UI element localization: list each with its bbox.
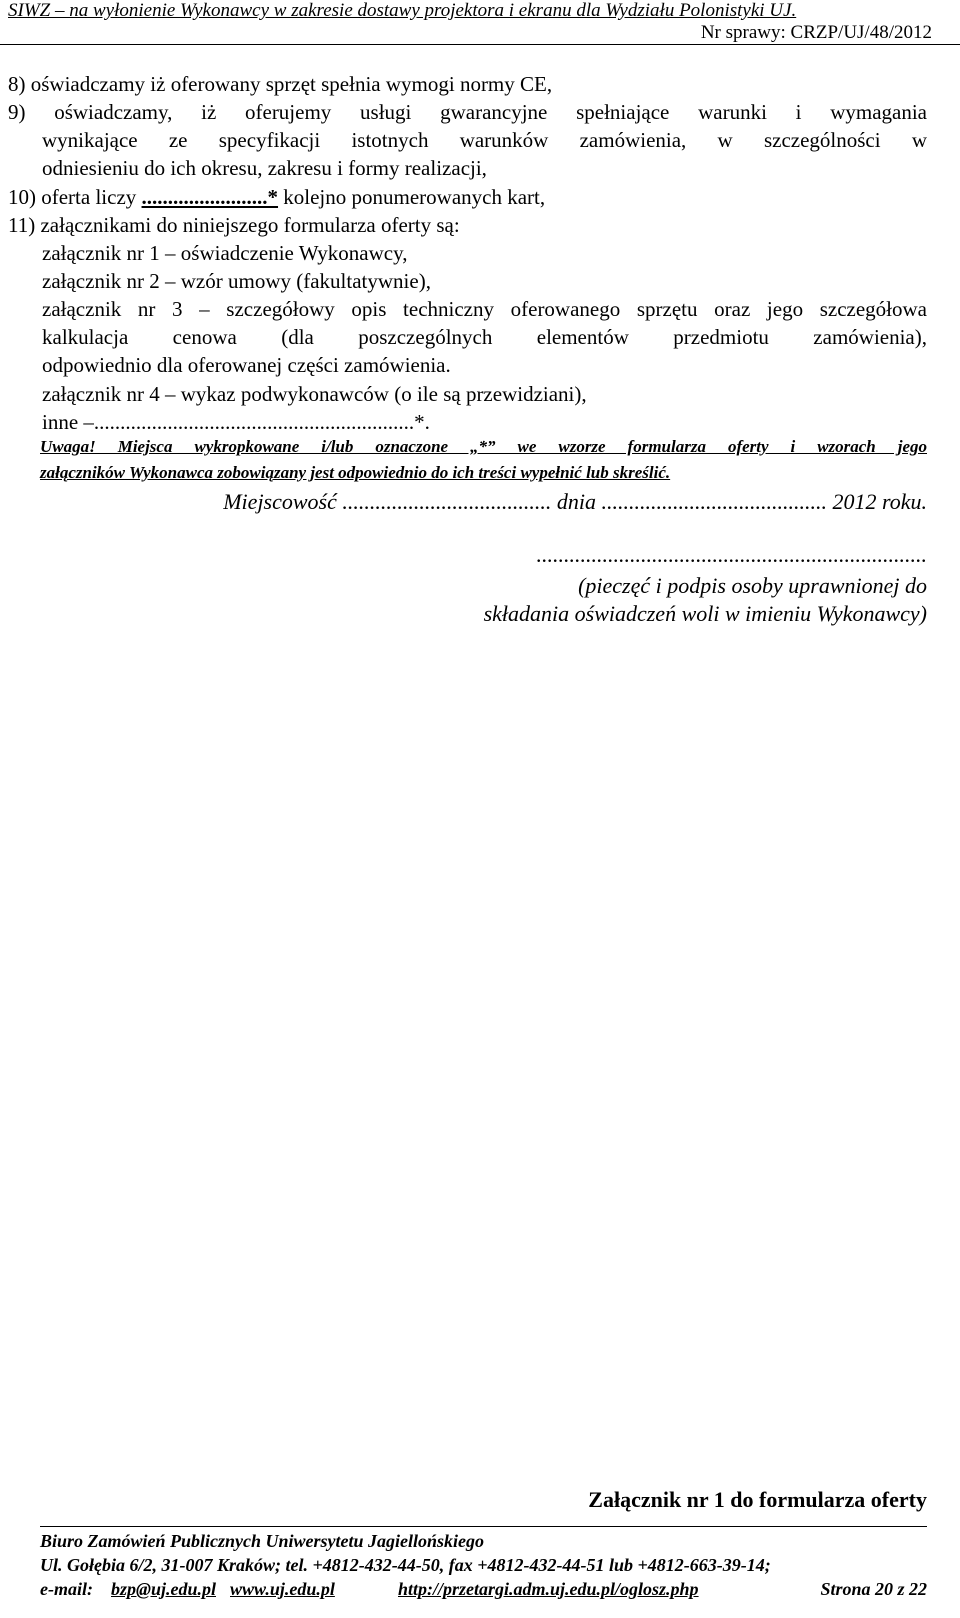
attachment-2: załącznik nr 2 – wzór umowy (fakultatywnie), — [42, 269, 431, 293]
case-number: Nr sprawy: CRZP/UJ/48/2012 — [700, 22, 932, 43]
footer-address: Ul. Gołębia 6/2, 31-007 Kraków; tel. +4812-432-44-50, fax +4812-432-44-51 lub +4812-663-39-14; — [40, 1555, 771, 1575]
warning-line-1: Uwaga! Miejsca wykropkowane i/lub oznaczone „*” we wzorze formularza oferty i wzorach jego — [40, 437, 927, 456]
page-count-field: ........................* — [141, 185, 279, 209]
attachment-3-line-1: załącznik nr 3 – szczegółowy opis techniczny oferowanego sprzętu oraz jego szczegółowa — [42, 297, 927, 321]
item-10-prefix: 10) oferta liczy — [8, 185, 137, 209]
attachment-4: załącznik nr 4 – wykaz podwykonawców (o ile są przewidziani), — [42, 382, 587, 406]
item-10-suffix: kolejno ponumerowanych kart, — [278, 185, 546, 209]
warning-line-2: załączników Wykonawca zobowiązany jest odpowiednio do ich treści wypełnić lub skreślić. — [40, 463, 671, 482]
footer-email-label: e-mail: — [40, 1579, 93, 1599]
attachment-3-line-3: odpowiednio dla oferowanej części zamówienia. — [42, 353, 451, 377]
footer-divider — [40, 1526, 927, 1527]
header-divider — [0, 44, 960, 45]
attachment-1: załącznik nr 1 – oświadczenie Wykonawcy, — [42, 241, 408, 265]
item-9-line-3: odniesieniu do ich okresu, zakresu i formy realizacji, — [42, 156, 487, 180]
item-11: 11) załącznikami do niniejszego formularza oferty są: — [8, 213, 460, 237]
attachment-3-line-2: kalkulacja cenowa (dla poszczególnych elementów przedmiotu zamówienia), — [42, 325, 927, 349]
item-10 — [8, 183, 545, 211]
item-8: 8) oświadczamy iż oferowany sprzęt spełnia wymogi normy CE, — [8, 72, 553, 96]
attachment-label: Załącznik nr 1 do formularza oferty — [588, 1487, 927, 1512]
item-9-line-1: 9) oświadczamy, iż oferujemy usługi gwarancyjne spełniające warunki i wymagania — [8, 100, 927, 124]
footer-website-link[interactable]: www.uj.edu.pl — [230, 1579, 335, 1599]
document-header-title: SIWZ – na wyłonienie Wykonawcy w zakresie dostawy projektora i ekranu dla Wydziału Polonistyki UJ. — [8, 0, 797, 21]
attachment-other: inne –.............................................................*. — [42, 410, 430, 434]
signature-caption-line-1: (pieczęć i podpis osoby uprawnionej do — [578, 573, 927, 598]
item-9-line-2: wynikające ze specyfikacji istotnych warunków zamówienia, w szczególności w — [42, 128, 927, 152]
footer-office: Biuro Zamówień Publicznych Uniwersytetu Jagiellońskiego — [40, 1531, 485, 1551]
footer-email-link[interactable]: bzp@uj.edu.pl — [111, 1579, 216, 1599]
footer-tender-link[interactable]: http://przetargi.adm.uj.edu.pl/oglosz.php — [398, 1579, 699, 1599]
signature-dots: ....................................................................... — [536, 542, 927, 567]
signature-caption-line-2: składania oświadczeń woli w imieniu Wykonawcy) — [483, 601, 927, 626]
place-and-date: Miejscowość ...................................... dnia ......................................... 2012 roku. — [223, 489, 927, 514]
page-number: Strona 20 z 22 — [820, 1579, 927, 1599]
